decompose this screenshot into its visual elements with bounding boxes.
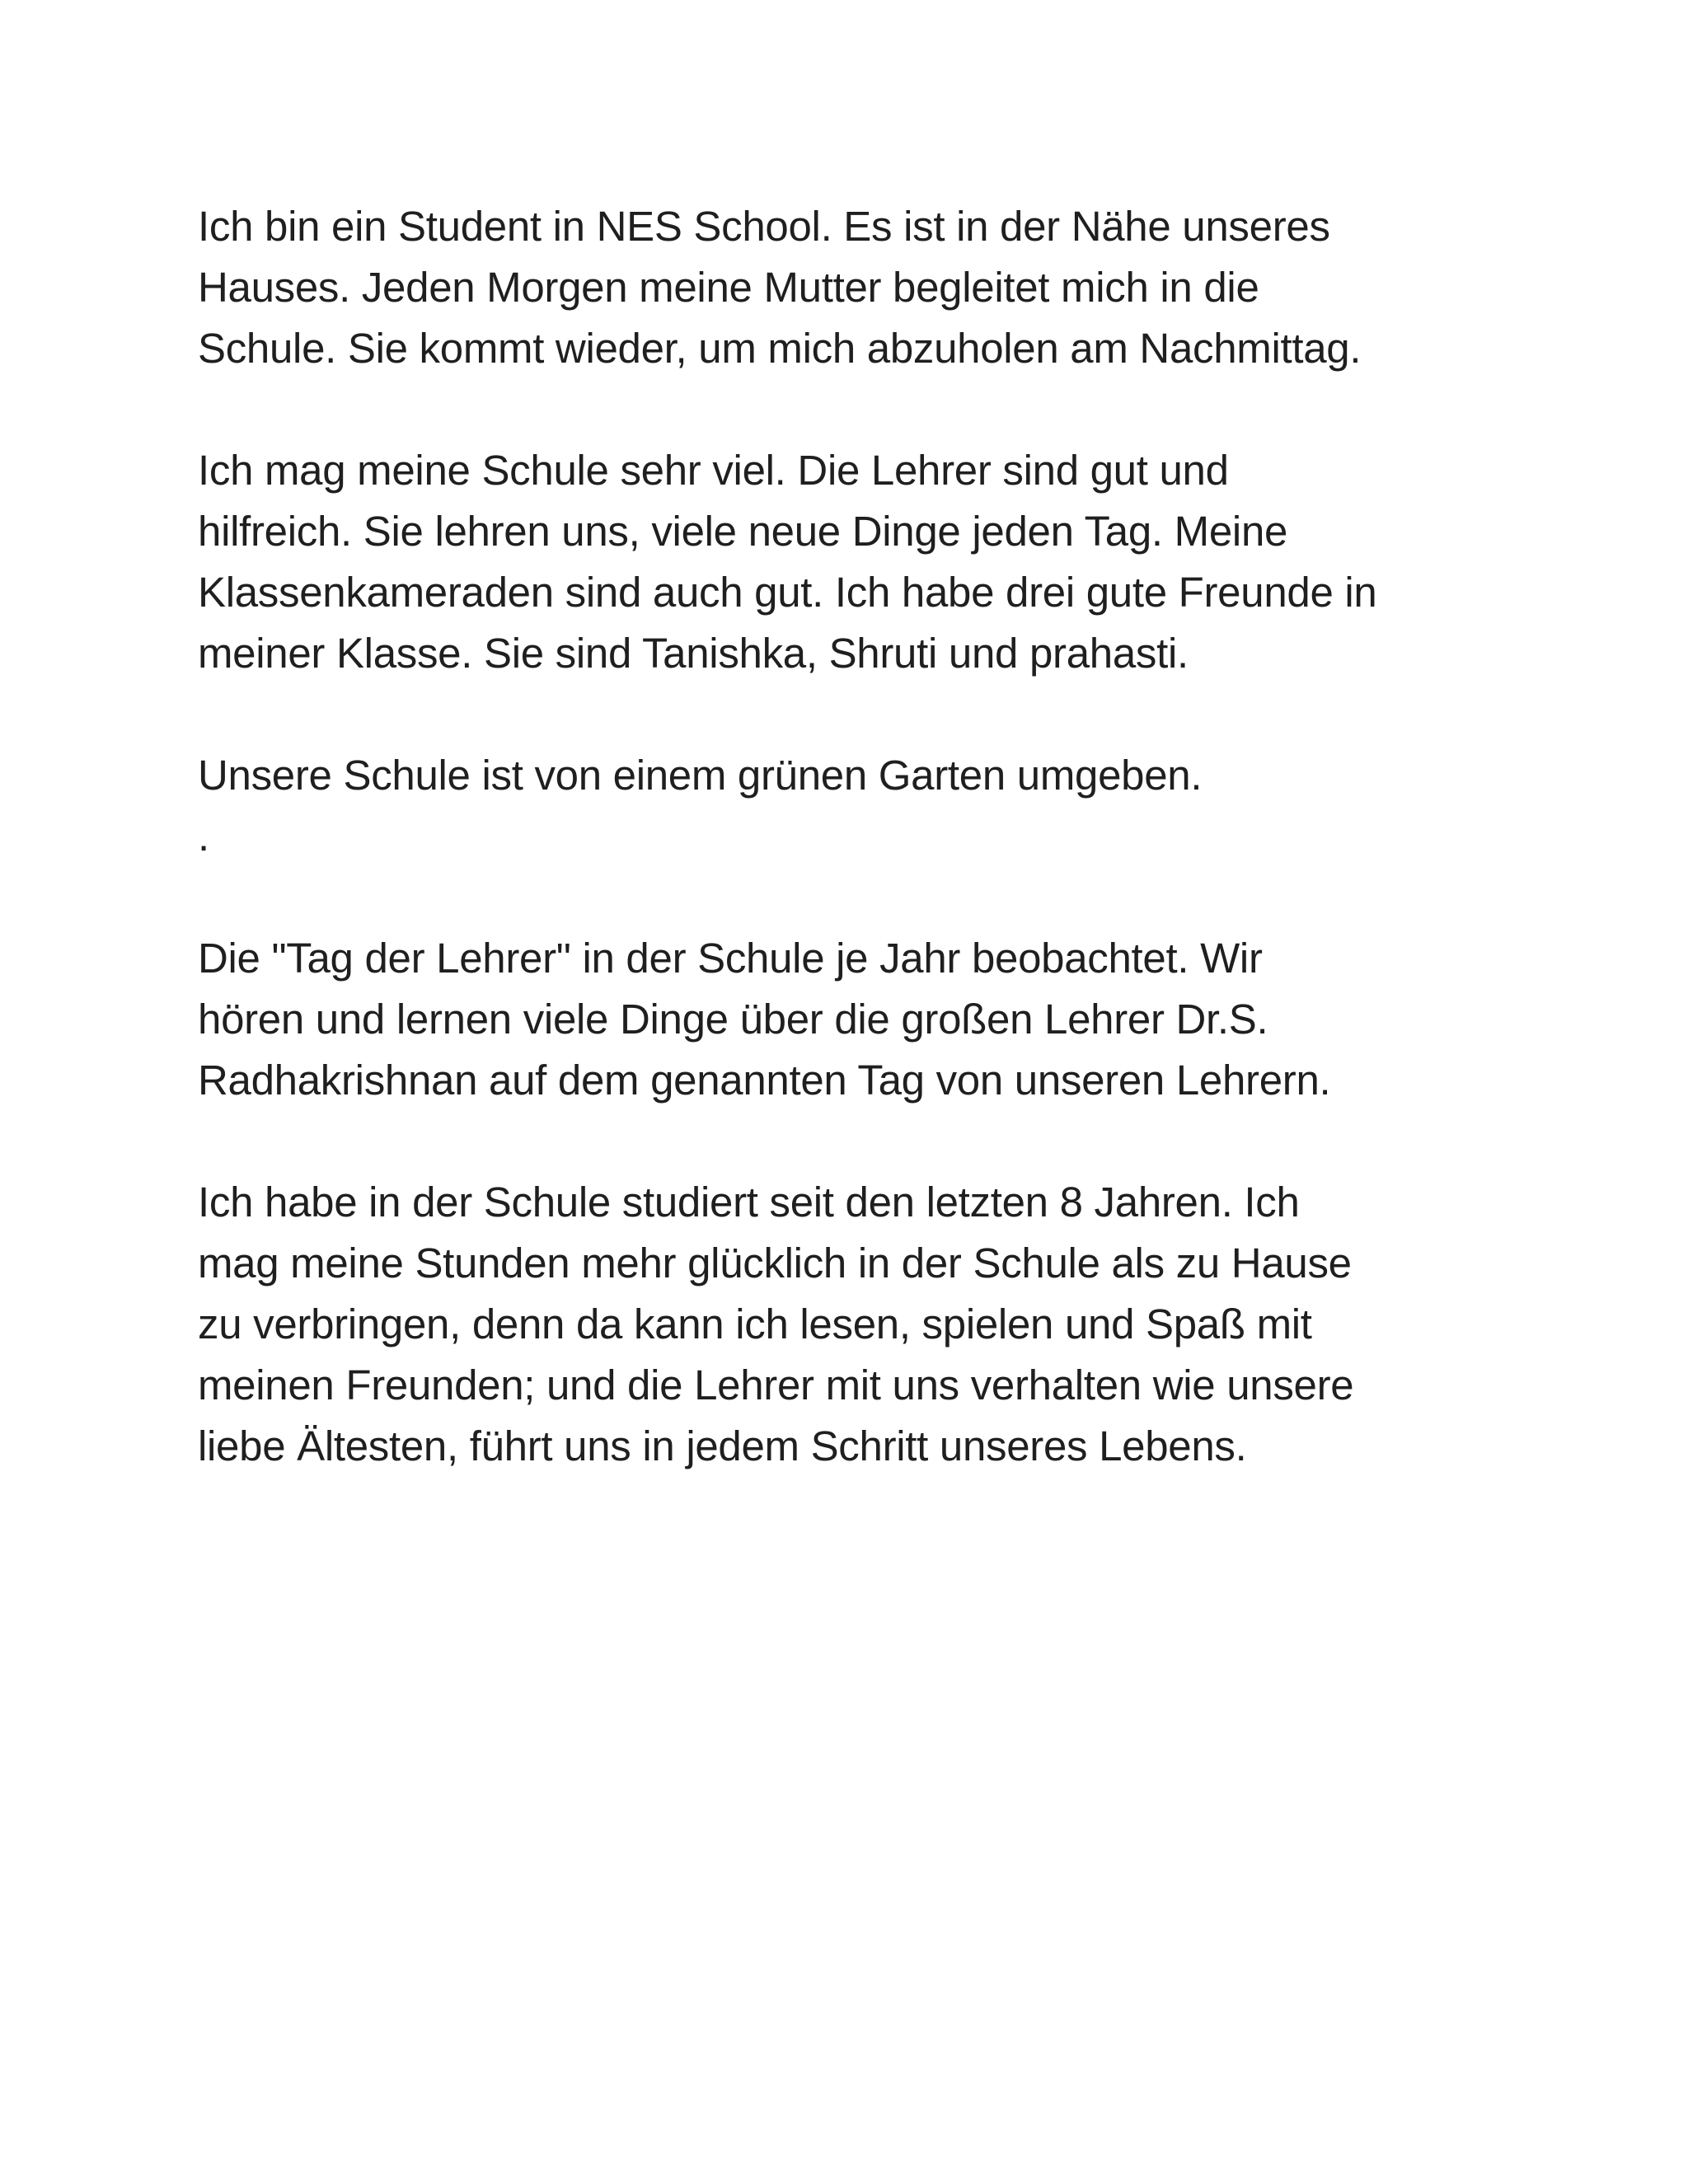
paragraph-teachers-friends (198, 440, 1533, 684)
text-line: Ich bin ein Student in NES School. Es ist in der Nähe unseres (198, 203, 1330, 250)
paragraph-garden (198, 745, 1533, 867)
text-line: Hauses. Jeden Morgen meine Mutter begleitet mich in die (198, 264, 1259, 311)
text-line: meiner Klasse. Sie sind Tanishka, Shruti und prahasti. (198, 630, 1189, 677)
text-line: Ich mag meine Schule sehr viel. Die Lehrer sind gut und (198, 447, 1229, 494)
text-line: zu verbringen, denn da kann ich lesen, spielen und Spaß mit (198, 1301, 1312, 1347)
text-line: Ich habe in der Schule studiert seit den letzten 8 Jahren. Ich (198, 1179, 1300, 1226)
text-line: hören und lernen viele Dinge über die großen Lehrer Dr.S. (198, 996, 1268, 1043)
text-line-dot: . (198, 813, 209, 860)
text-line: Schule. Sie kommt wieder, um mich abzuholen am Nachmittag. (198, 325, 1362, 372)
text-line: liebe Ältesten, führt uns in jedem Schritt unseres Lebens. (198, 1422, 1247, 1469)
paragraph-years-at-school (198, 1172, 1533, 1477)
text-line: hilfreich. Sie lehren uns, viele neue Dinge jeden Tag. Meine (198, 508, 1288, 555)
text-line: Radhakrishnan auf dem genannten Tag von unseren Lehrern. (198, 1057, 1331, 1104)
paragraph-school-location (198, 196, 1533, 379)
text-line: Klassenkameraden sind auch gut. Ich habe drei gute Freunde in (198, 569, 1377, 616)
text-line: mag meine Stunden mehr glücklich in der Schule als zu Hause (198, 1240, 1352, 1286)
paragraph-teachers-day (198, 928, 1533, 1111)
text-line: meinen Freunden; und die Lehrer mit uns verhalten wie unsere (198, 1361, 1354, 1408)
document-body (198, 196, 1533, 1538)
text-line: Unsere Schule ist von einem grünen Garten umgeben. (198, 752, 1203, 799)
text-line: Die "Tag der Lehrer" in der Schule je Jahr beobachtet. Wir (198, 935, 1263, 982)
